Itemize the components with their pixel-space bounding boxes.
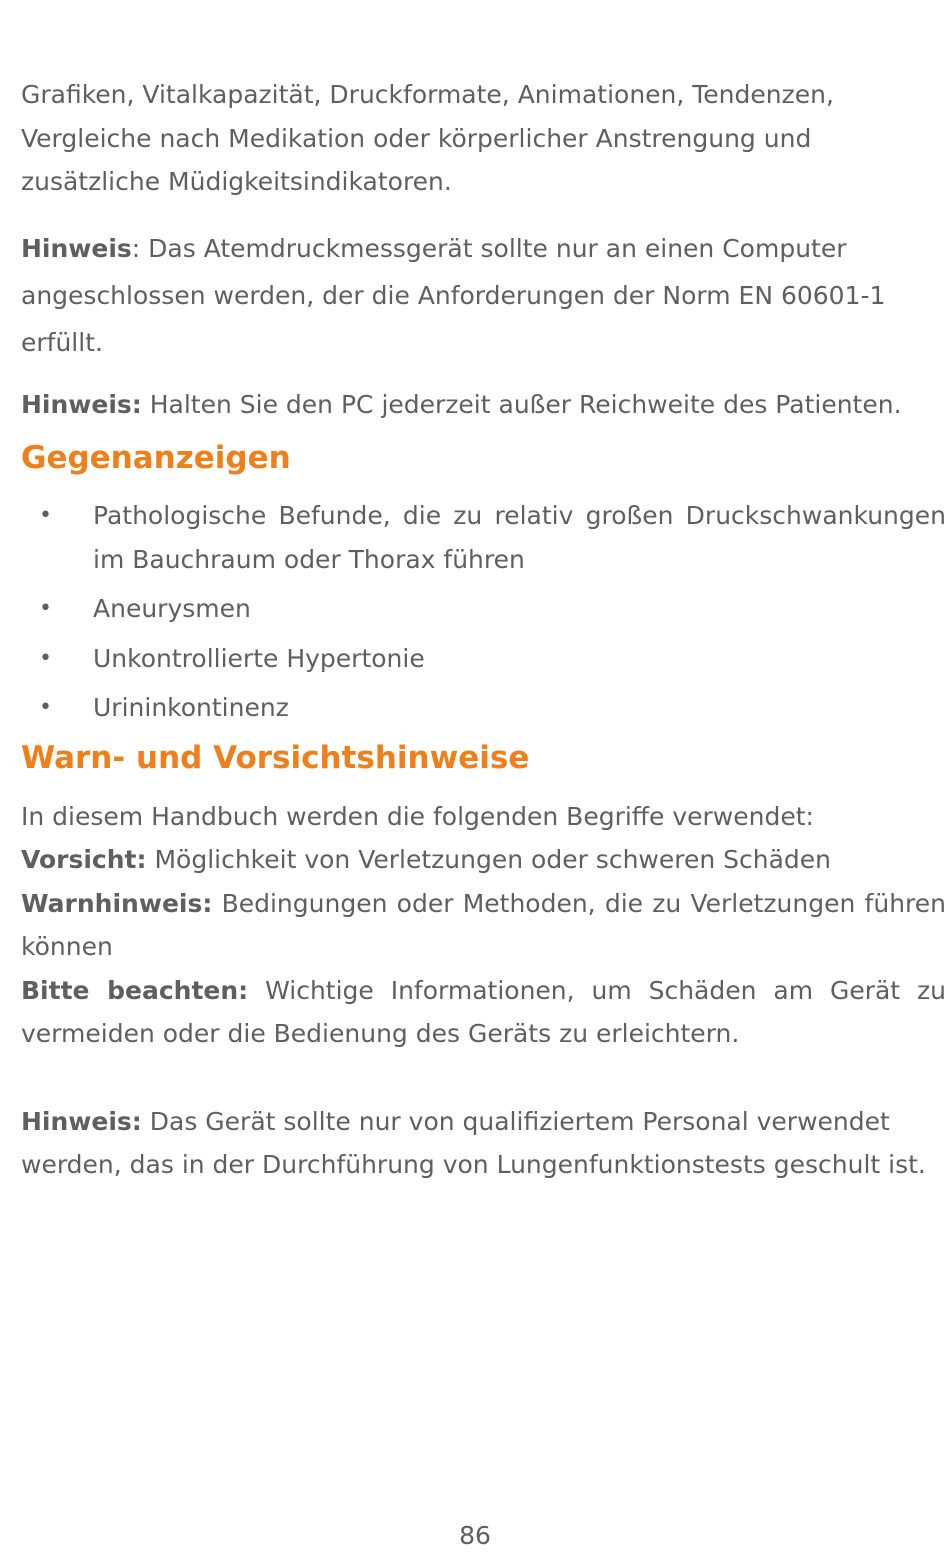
- note-text: Das Gerät sollte nur von qualifiziertem Personal verwendet werden, das in der Durchführung von Lungenfunktionstests geschult ist.: [21, 1106, 926, 1179]
- note-text: : Das Atemdruckmessgerät sollte nur an einen Computer angeschlossen werden, der die Anforderungen der Norm EN 60601-1 erfüllt.: [21, 233, 886, 357]
- term-caution: [21, 838, 946, 882]
- note-text: Halten Sie den PC jederzeit außer Reichweite des Patienten.: [141, 389, 902, 419]
- term-text: Möglichkeit von Verletzungen oder schweren Schäden: [146, 845, 832, 874]
- list-item: [21, 587, 946, 631]
- spacer: [21, 1056, 946, 1100]
- term-label: Bitte beachten:: [21, 975, 249, 1005]
- list-item: [21, 637, 946, 681]
- warnings-intro: In diesem Handbuch werden die folgenden Begriffe verwendet:: [21, 801, 814, 831]
- list-item-text: Urininkontinenz: [93, 693, 289, 722]
- bullet-icon: •: [39, 596, 52, 621]
- note-label: Hinweis:: [21, 1106, 142, 1136]
- intro-paragraph: Grafiken, Vitalkapazität, Druckformate, Animationen, Tendenzen, Vergleiche nach Medikation oder körperlicher Anstrengung und zusätzliche Müdigkeitsindikatoren.: [21, 80, 834, 196]
- term-please-note: [21, 969, 946, 1056]
- contraindications-heading: Gegenanzeigen: [21, 440, 291, 476]
- list-item: [21, 494, 946, 581]
- note-pc-distance: [21, 383, 946, 427]
- list-item-text: Unkontrollierte Hypertonie: [93, 643, 425, 673]
- note-computer-standard: [21, 225, 946, 366]
- term-text: Wichtige Informationen, um Schäden am Gerät zu vermeiden oder die Bedienung des Geräts zu erleichtern.: [21, 975, 946, 1048]
- term-text: Bedingungen oder Methoden, die zu Verletzungen führen können: [21, 888, 946, 961]
- list-item-text: Aneurysmen: [93, 594, 251, 623]
- note-label: Hinweis: [21, 233, 132, 263]
- term-label: Warnhinweis:: [21, 888, 213, 918]
- bullet-icon: •: [39, 503, 52, 528]
- bullet-icon: •: [39, 695, 52, 720]
- contraindications-list: [21, 494, 946, 730]
- warnings-heading: Warn- und Vorsichtshinweise: [21, 739, 530, 776]
- list-item-text: Pathologische Befunde, die zu relativ großen Druckschwankungen im Bauchraum oder Thorax führen: [93, 501, 946, 574]
- note-qualified-personnel: [21, 1100, 946, 1187]
- term-label: Vorsicht:: [21, 845, 147, 874]
- page-number: 86: [459, 1521, 491, 1550]
- note-label: Hinweis:: [21, 389, 142, 419]
- bullet-icon: •: [39, 645, 52, 671]
- document-page: [21, 73, 946, 1187]
- term-warning: [21, 882, 946, 969]
- list-item: [21, 686, 946, 730]
